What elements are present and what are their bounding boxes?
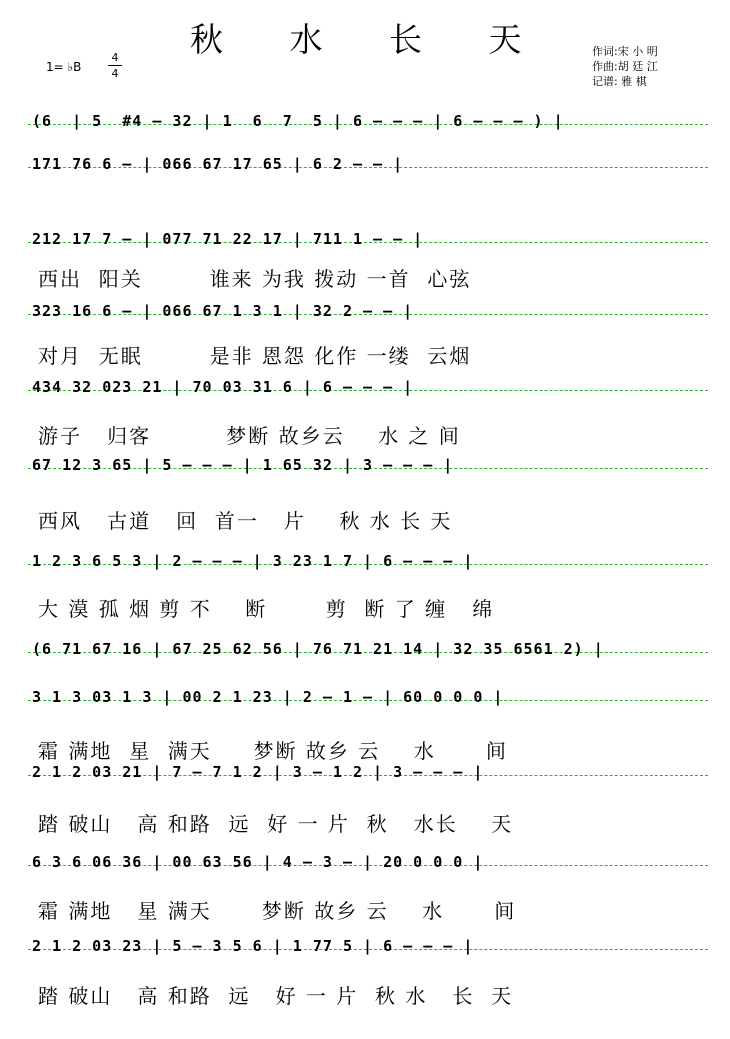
score-row-1 bbox=[28, 112, 708, 138]
score-row-9 bbox=[28, 688, 708, 714]
lyric-line: 霜 满地 星 满天 梦断 故乡 云 水 间 bbox=[38, 899, 517, 923]
transcriber-credit: 记谱: 雅 棋 bbox=[592, 75, 647, 88]
score-row-11 bbox=[28, 853, 708, 879]
song-title: 秋 水 长 天 bbox=[190, 20, 550, 59]
score-row-6 bbox=[28, 456, 708, 482]
notation-line: (6 71 67 16 | 67 25 62 56 | 76 71 21 14 | 32 35 6561 2) | bbox=[32, 640, 604, 658]
score-row-12 bbox=[28, 937, 708, 963]
lyric-line: 西出 阳关 谁来 为我 拨动 一首 心弦 bbox=[38, 267, 472, 291]
notation-line: (6 | 5 #4 – 32 | 1 6 7 5 | 6 – – – | 6 – – – ) | bbox=[32, 112, 564, 130]
notation-line: 1 2 3 6 5 3 | 2 – – – | 3 23 1 7 | 6 – – – | bbox=[32, 552, 474, 570]
lyric-line: 对月 无眠 是非 恩怨 化作 一缕 云烟 bbox=[38, 344, 472, 368]
score-row-8 bbox=[28, 640, 708, 666]
lyric-line: 大 漠 孤 烟 剪 不 断 剪 断 了 缠 绵 bbox=[38, 597, 495, 621]
score-row-4 bbox=[28, 302, 708, 328]
lyric-line: 霜 满地 星 满天 梦断 故乡 云 水 间 bbox=[38, 739, 508, 763]
score-row-2 bbox=[28, 155, 708, 181]
notation-line: 171 76 6 – | 066 67 17 65 | 6 2 – – | bbox=[32, 155, 404, 173]
notation-line: 6 3 6 06 36 | 00 63 56 | 4 – 3 – | 20 0 0 0 | bbox=[32, 853, 484, 871]
score-row-7 bbox=[28, 552, 708, 578]
notation-line: 67 12 3 65 | 5 – – – | 1 65 32 | 3 – – – | bbox=[32, 456, 454, 474]
lyric-line: 西风 古道 回 首一 片 秋 水 长 天 bbox=[38, 509, 453, 533]
score-row-3 bbox=[28, 230, 708, 256]
lyricist-credit: 作词:宋 小 明 bbox=[592, 45, 658, 58]
key-signature: 1= ♭B bbox=[46, 60, 82, 74]
lyric-line: 踏 破山 高 和路 远 好 一 片 秋 水长 天 bbox=[38, 812, 514, 836]
time-signature-top: 4 bbox=[111, 51, 119, 64]
notation-line: 434 32 023 21 | 70 03 31 6 | 6 – – – | bbox=[32, 378, 414, 396]
lyric-line: 踏 破山 高 和路 远 好 一 片 秋 水 长 天 bbox=[38, 984, 514, 1008]
notation-line: 2 1 2 03 23 | 5 – 3 5 6 | 1 77 5 | 6 – – – | bbox=[32, 937, 474, 955]
time-signature-bottom: 4 bbox=[111, 67, 119, 80]
score-row-10 bbox=[28, 763, 708, 789]
notation-line: 212 17 7 – | 077 71 22 17 | 711 1 – – | bbox=[32, 230, 424, 248]
composer-credit: 作曲:胡 廷 江 bbox=[592, 60, 658, 73]
notation-line: 323 16 6 – | 066 67 1 3 1 | 32 2 – – | bbox=[32, 302, 414, 320]
lyric-line: 游子 归客 梦断 故乡云 水 之 间 bbox=[38, 424, 461, 448]
notation-line: 3 1 3 03 1 3 | 00 2 1 23 | 2 – 1 – | 60 0 0 0 | bbox=[32, 688, 504, 706]
credits bbox=[592, 44, 658, 89]
notation-line: 2 1 2 03 21 | 7 – 7 1 2 | 3 – 1 2 | 3 – – – | bbox=[32, 763, 484, 781]
score-row-5 bbox=[28, 378, 708, 404]
time-signature bbox=[108, 50, 122, 81]
